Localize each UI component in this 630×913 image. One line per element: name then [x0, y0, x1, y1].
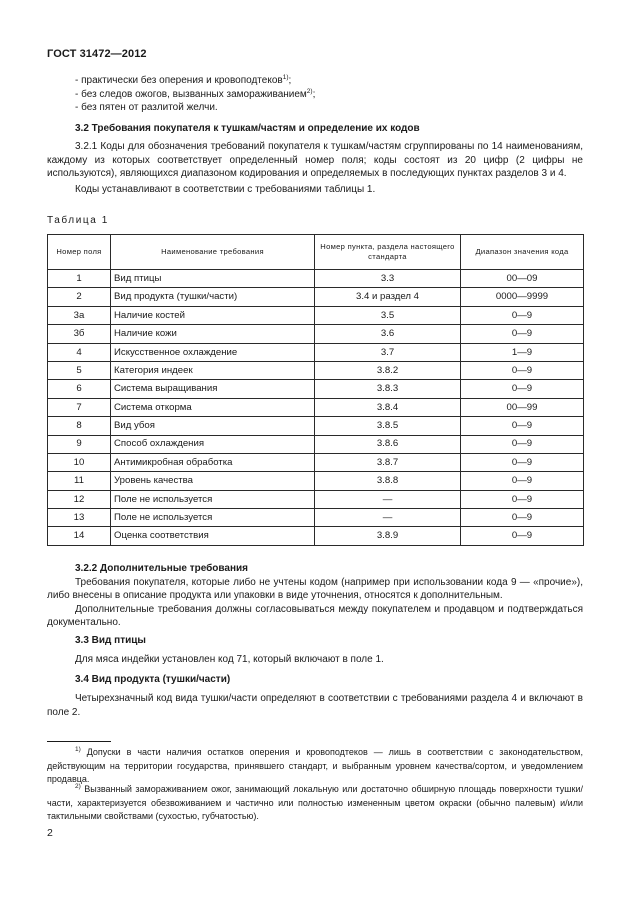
section-3-4: [47, 673, 583, 687]
paragraph: Четырехзначный код вида тушки/части определяют в соответствии с требованиями раздела 4 и включают в поле 2.: [47, 693, 583, 718]
requirement-name-cell: Система откорма: [111, 398, 315, 416]
code-range-cell: 0—9: [461, 509, 584, 527]
requirement-name-cell: Искусственное охлаждение: [111, 343, 315, 361]
requirement-name-cell: Категория индеек: [111, 361, 315, 379]
clause-number-cell: —: [315, 490, 461, 508]
table-row: [48, 343, 584, 361]
column-header: Наименование требования: [111, 235, 315, 270]
requirement-name-cell: Антимикробная обработка: [111, 453, 315, 471]
footnote: $^{2)}$ Вызванный замораживанием ожог, занимающий локальную или достаточно обширную площадь поверхности тушки/части, характеризуется обезвоживанием и частично или полностью измененным цветом окраски (обычно палевым) и/или тактильными свойствами (сухостью, губчатостью).: [47, 783, 583, 821]
section-3-2-2: [47, 562, 583, 630]
field-number-cell: 2: [48, 288, 111, 306]
requirement-name-cell: Поле не используется: [111, 509, 315, 527]
code-range-cell: 0—9: [461, 472, 584, 490]
clause-number-cell: 3.8.5: [315, 417, 461, 435]
field-number-cell: 13: [48, 509, 111, 527]
code-range-cell: 0—9: [461, 361, 584, 379]
section-heading: 3.2 Требования покупателя к тушкам/частям и определение их кодов: [75, 123, 420, 134]
table-body: [48, 270, 584, 546]
code-range-cell: 1—9: [461, 343, 584, 361]
clause-number-cell: 3.8.8: [315, 472, 461, 490]
section-heading: 3.4 Вид продукта (тушки/части): [75, 674, 231, 685]
requirement-name-cell: Система выращивания: [111, 380, 315, 398]
clause-number-cell: 3.3: [315, 270, 461, 288]
clause-number-cell: 3.8.7: [315, 453, 461, 471]
section-3-2: [47, 122, 583, 136]
paragraph: 3.2.1 Коды для обозначения требований покупателя к тушкам/частям сгруппированы по 14 наименованиям, каждому из которых соответствует определенный номер поля; коды состоят из 20 цифр (2 цифры не используются), являющихся диапазоном кодирования и определяемых в последующих пунктах разделов 3 и 4.: [47, 141, 583, 179]
table-row: [48, 490, 584, 508]
requirement-name-cell: Оценка соответствия: [111, 527, 315, 545]
code-range-cell: 0—9: [461, 306, 584, 324]
paragraph: Для мяса индейки установлен код 71, который включают в поле 1.: [75, 654, 384, 665]
table-row: [48, 361, 584, 379]
paragraph: Коды устанавливают в соответствии с требованиями таблицы 1.: [75, 183, 376, 195]
code-range-cell: 00—99: [461, 398, 584, 416]
requirement-name-cell: Вид убоя: [111, 417, 315, 435]
field-number-cell: 10: [48, 453, 111, 471]
code-range-cell: 0—9: [461, 380, 584, 398]
table-row: [48, 306, 584, 324]
page-number: 2: [47, 827, 53, 839]
section-heading: 3.2.2 Дополнительные требования: [75, 563, 249, 574]
clause-number-cell: 3.8.9: [315, 527, 461, 545]
field-number-cell: 14: [48, 527, 111, 545]
code-range-cell: 0—9: [461, 325, 584, 343]
field-number-cell: 11: [48, 472, 111, 490]
section-3-4-body: [47, 692, 583, 719]
footnote-mark: 2): [75, 783, 81, 790]
table-row: [48, 325, 584, 343]
clause-number-cell: 3.5: [315, 306, 461, 324]
table-caption: Таблица 1: [47, 215, 109, 226]
clause-number-cell: 3.6: [315, 325, 461, 343]
table-row: [48, 380, 584, 398]
clause-number-cell: 3.8.6: [315, 435, 461, 453]
clause-number-cell: —: [315, 509, 461, 527]
table-row: [48, 435, 584, 453]
footnote: $^{1)}$ Допуски в части наличия остатков оперения и кровоподтеков — лишь в соответствии с законодательством, действующим на территории государства, принявшего стандарт, и выбранным уровнем качества/сортом, и уведомлением продавца.: [47, 746, 583, 784]
paragraph: Требования покупателя, которые либо не учтены кодом (например при использовании кода 9 — «прочие»), либо внесены в описание продукта или упаковки в виде уточнения, относятся к дополнительным.: [47, 576, 583, 601]
requirement-name-cell: Вид продукта (тушки/части): [111, 288, 315, 306]
code-range-cell: 0000—9999: [461, 288, 584, 306]
field-number-cell: 3б: [48, 325, 111, 343]
table-row: [48, 472, 584, 490]
requirement-name-cell: Вид птицы: [111, 270, 315, 288]
table-header-row: [48, 235, 584, 270]
requirement-name-cell: Уровень качества: [111, 472, 315, 490]
table-row: [48, 527, 584, 545]
code-range-cell: 00—09: [461, 270, 584, 288]
footnote-ref[interactable]: 2): [306, 87, 313, 95]
section-3-3-body: [47, 653, 583, 667]
footnote-separator: [47, 741, 111, 742]
field-number-cell: 9: [48, 435, 111, 453]
clause-number-cell: 3.4 и раздел 4: [315, 288, 461, 306]
list-item: - без следов ожогов, вызванных замораживанием$^{2)}$;: [75, 87, 316, 100]
code-range-cell: 0—9: [461, 453, 584, 471]
table-row: [48, 417, 584, 435]
column-header: Номер пункта, раздела настоящего стандарта: [315, 235, 461, 270]
table-row: [48, 509, 584, 527]
code-range-cell: 0—9: [461, 435, 584, 453]
footnote-ref[interactable]: 1): [282, 74, 289, 81]
field-number-cell: 1: [48, 270, 111, 288]
clause-number-cell: 3.8.3: [315, 380, 461, 398]
clause-number-cell: 3.8.4: [315, 398, 461, 416]
section-3-3: [47, 634, 583, 648]
table-row: [48, 453, 584, 471]
clause-number-cell: 3.7: [315, 343, 461, 361]
field-number-cell: 3а: [48, 306, 111, 324]
section-heading: 3.3 Вид птицы: [75, 635, 146, 646]
code-range-cell: 0—9: [461, 490, 584, 508]
field-number-cell: 5: [48, 361, 111, 379]
paragraph: Дополнительные требования должны согласовываться между покупателем и продавцом и подтверждаться документально.: [47, 603, 583, 628]
field-number-cell: 12: [48, 490, 111, 508]
requirement-name-cell: Наличие костей: [111, 306, 315, 324]
field-number-cell: 4: [48, 343, 111, 361]
list-item: - без пятен от разлитой желчи.: [75, 102, 218, 113]
column-header: Номер поля: [48, 235, 111, 270]
table-row: [48, 398, 584, 416]
standard-header: ГОСТ 31472—2012: [47, 48, 147, 60]
code-range-cell: 0—9: [461, 417, 584, 435]
field-number-cell: 8: [48, 417, 111, 435]
field-number-cell: 6: [48, 380, 111, 398]
table-row: [48, 288, 584, 306]
requirement-name-cell: Наличие кожи: [111, 325, 315, 343]
clause-number-cell: 3.8.2: [315, 361, 461, 379]
code-range-cell: 0—9: [461, 527, 584, 545]
footnote-mark: 1): [75, 746, 81, 753]
column-header: Диапазон значения кода: [461, 235, 584, 270]
requirements-table: [47, 234, 584, 546]
field-number-cell: 7: [48, 398, 111, 416]
table-row: [48, 270, 584, 288]
requirement-name-cell: Способ охлаждения: [111, 435, 315, 453]
section-3-2-body: [47, 140, 583, 196]
requirements-list: [47, 74, 583, 115]
list-item: - практически без оперения и кровоподтеков$^{1)}$;: [75, 74, 292, 86]
requirement-name-cell: Поле не используется: [111, 490, 315, 508]
